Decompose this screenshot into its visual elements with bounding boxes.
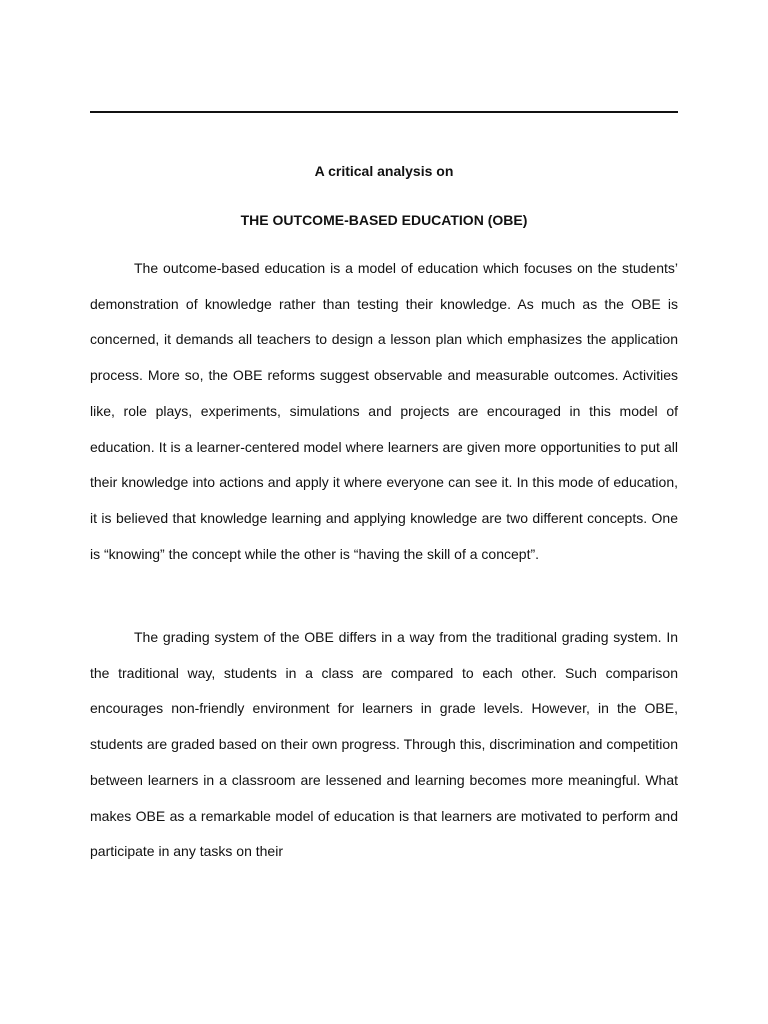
- document-title-line-1: A critical analysis on: [314, 163, 454, 179]
- header-rule: [90, 111, 678, 113]
- body-paragraph-1: The outcome-based education is a model of education which focuses on the students’ demonstration of knowledge rather than testing their knowledge. As much as the OBE is concerned, it demands all teachers to design a lesson plan which emphasizes the application process. More so, the OBE reforms suggest observable and measurable outcomes. Activities like, role plays, experiments, simulations and projects are encouraged in this model of education. It is a learner-centered model where learners are given more opportunities to put all their knowledge into actions and apply it where everyone can see it. In this mode of education, it is believed that knowledge learning and applying knowledge are two different concepts. One is “knowing” the concept while the other is “having the skill of a concept”.: [90, 260, 678, 562]
- body-paragraph-2: The grading system of the OBE differs in a way from the traditional grading system. In the traditional way, students in a class are compared to each other. Such comparison encourages non-friendly environment for learners in grade levels. However, in the OBE, students are graded based on their own progress. Through this, discrimination and competition between learners in a classroom are lessened and learning becomes more meaningful. What makes OBE as a remarkable model of education is that learners are motivated to perform and participate in any tasks on their: [90, 629, 678, 860]
- document-title-line-2: THE OUTCOME-BASED EDUCATION (OBE): [240, 212, 528, 228]
